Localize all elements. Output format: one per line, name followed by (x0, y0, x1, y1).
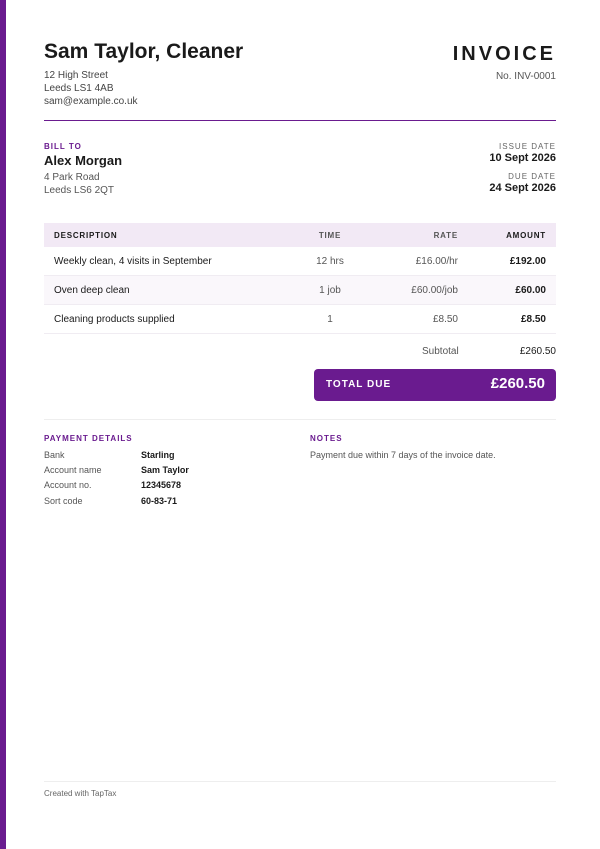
header-time: TIME (318, 231, 342, 240)
payment-row (44, 450, 284, 464)
payment-row (44, 465, 284, 479)
row-rate: £8.50 (432, 314, 458, 325)
payment-key: Account name (44, 465, 102, 475)
row-rate: £16.00/hr (415, 256, 458, 267)
row-time: 1 (327, 314, 333, 325)
payment-key: Account no. (44, 480, 92, 490)
accent-bar (0, 0, 6, 849)
payment-value: Starling (141, 450, 175, 460)
due-date: 24 Sept 2026 (489, 182, 556, 194)
header-rate: RATE (433, 231, 458, 240)
row-amount: £192.00 (509, 256, 546, 267)
payment-value: Sam Taylor (141, 465, 189, 475)
total-due-box (314, 369, 556, 401)
payment-details-label: PAYMENT DETAILS (44, 434, 133, 443)
invoice-title: INVOICE (452, 43, 556, 65)
section-divider (44, 419, 556, 420)
row-description: Oven deep clean (54, 285, 130, 296)
row-time: 1 job (319, 285, 341, 296)
header-description: DESCRIPTION (54, 231, 118, 240)
client-name: Alex Morgan (44, 153, 123, 168)
business-address-line2: Leeds LS1 4AB (44, 83, 114, 94)
business-name: Sam Taylor, Cleaner (44, 40, 244, 63)
invoice-number: No. INV-0001 (495, 71, 556, 82)
business-email: sam@example.co.uk (44, 96, 138, 107)
row-rate: £60.00/job (411, 285, 458, 296)
table-row (44, 276, 556, 305)
footer-text: Created with TapTax (44, 789, 117, 798)
notes-text: Payment due within 7 days of the invoice date. (310, 450, 496, 460)
footer-divider (44, 781, 556, 782)
table-row (44, 305, 556, 334)
payment-value: 60-83-71 (141, 496, 178, 506)
line-items-table (44, 223, 556, 334)
due-date-label: DUE DATE (508, 172, 556, 181)
total-due-value: £260.50 (490, 375, 545, 392)
payment-value: 12345678 (141, 480, 182, 490)
header-divider (44, 120, 556, 121)
payment-key: Sort code (44, 496, 83, 506)
payment-row (44, 480, 284, 494)
row-description: Cleaning products supplied (54, 314, 175, 325)
business-address-line1: 12 High Street (44, 70, 108, 81)
total-due-label: TOTAL DUE (326, 379, 392, 390)
notes-label: NOTES (310, 434, 343, 443)
row-amount: £8.50 (520, 314, 546, 325)
invoice-header (44, 40, 556, 120)
client-address-line1: 4 Park Road (44, 172, 100, 183)
subtotal-value: £260.50 (519, 346, 556, 357)
table-header (44, 223, 556, 247)
issue-date-label: ISSUE DATE (499, 142, 556, 151)
payment-row (44, 496, 284, 510)
subtotal-label: Subtotal (422, 346, 459, 357)
bill-to-label: BILL TO (44, 142, 82, 151)
row-description: Weekly clean, 4 visits in September (54, 256, 212, 267)
issue-date: 10 Sept 2026 (489, 152, 556, 164)
header-amount: AMOUNT (506, 231, 546, 240)
table-row (44, 247, 556, 276)
payment-key: Bank (44, 450, 65, 460)
row-amount: £60.00 (515, 285, 546, 296)
client-address-line2: Leeds LS6 2QT (44, 185, 115, 196)
row-time: 12 hrs (316, 256, 344, 267)
